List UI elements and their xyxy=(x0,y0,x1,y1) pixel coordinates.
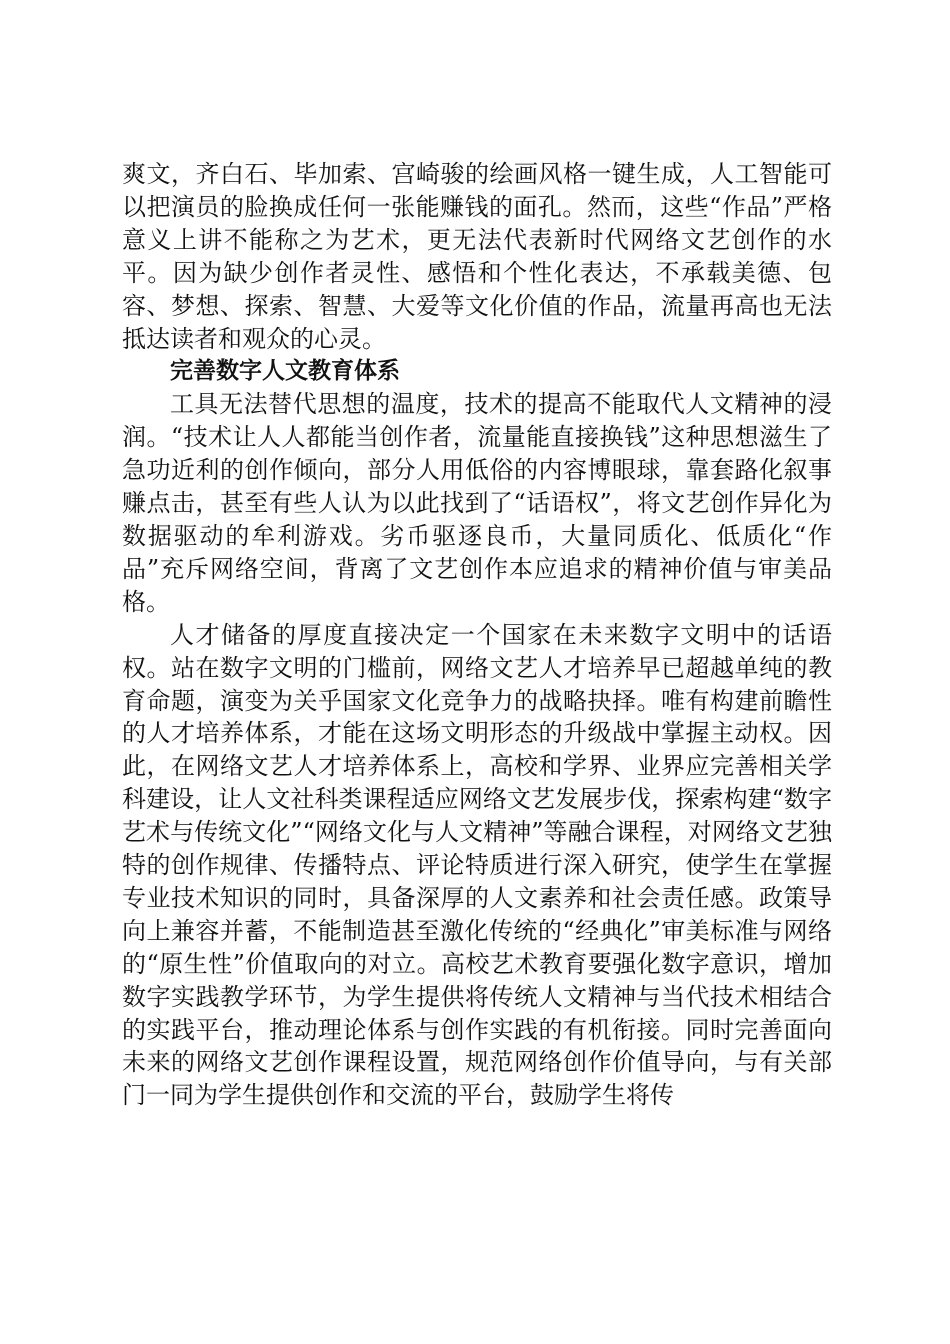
paragraph-continued: 爽文，齐白石、毕加索、宫崎骏的绘画风格一键生成，人工智能可以把演员的脸换成任何一张能赚钱的面孔。然而，这些“作品”严格意义上讲不能称之为艺术，更无法代表新时代网络文艺创作的水平。因为缺少创作者灵性、感悟和个性化表达，不承载美德、包容、梦想、探索、智慧、大爱等文化价值的作品，流量再高也无法抵达读者和观众的心灵。 xyxy=(122,160,832,353)
section-heading: 完善数字人文教育体系 xyxy=(170,358,400,385)
paragraph: 人才储备的厚度直接决定一个国家在未来数字文明中的话语权。站在数字文明的门槛前，网络文艺人才培养早已超越单纯的教育命题，演变为关乎国家文化竞争力的战略抉择。唯有构建前瞻性的人才培养体系，才能在这场文明形态的升级战中掌握主动权。因此，在网络文艺人才培养体系上，高校和学界、业界应完善相关学科建设，让人文社科类课程适应网络文艺发展步伐，探索构建“数字艺术与传统文化”“网络文化与人文精神”等融合课程，对网络文艺独特的创作规律、传播特点、评论特质进行深入研究，使学生在掌握专业技术知识的同时，具备深厚的人文素养和社会责任感。政策导向上兼容并蓄，不能制造甚至激化传统的“经典化”审美标准与网络的“原生性”价值取向的对立。高校艺术教育要强化数字意识，增加数字实践教学环节，为学生提供将传统人文精神与当代技术相结合的实践平台，推动理论体系与创作实践的有机衔接。同时完善面向未来的网络文艺创作课程设置，规范网络创作价值导向，与有关部门一同为学生提供创作和交流的平台，鼓励学生将传 xyxy=(122,620,832,1110)
document-body xyxy=(122,158,832,1112)
paragraph: 工具无法替代思想的温度，技术的提高不能取代人文精神的浸润。“技术让人人都能当创作者，流量能直接换钱”这种思想滋生了急功近利的创作倾向，部分人用低俗的内容博眼球，靠套路化叙事赚点击，甚至有些人认为以此找到了“话语权”，将文艺创作异化为数据驱动的牟利游戏。劣币驱逐良币，大量同质化、低质化“作品”充斥网络空间，背离了文艺创作本应追求的精神价值与审美品格。 xyxy=(122,390,832,616)
